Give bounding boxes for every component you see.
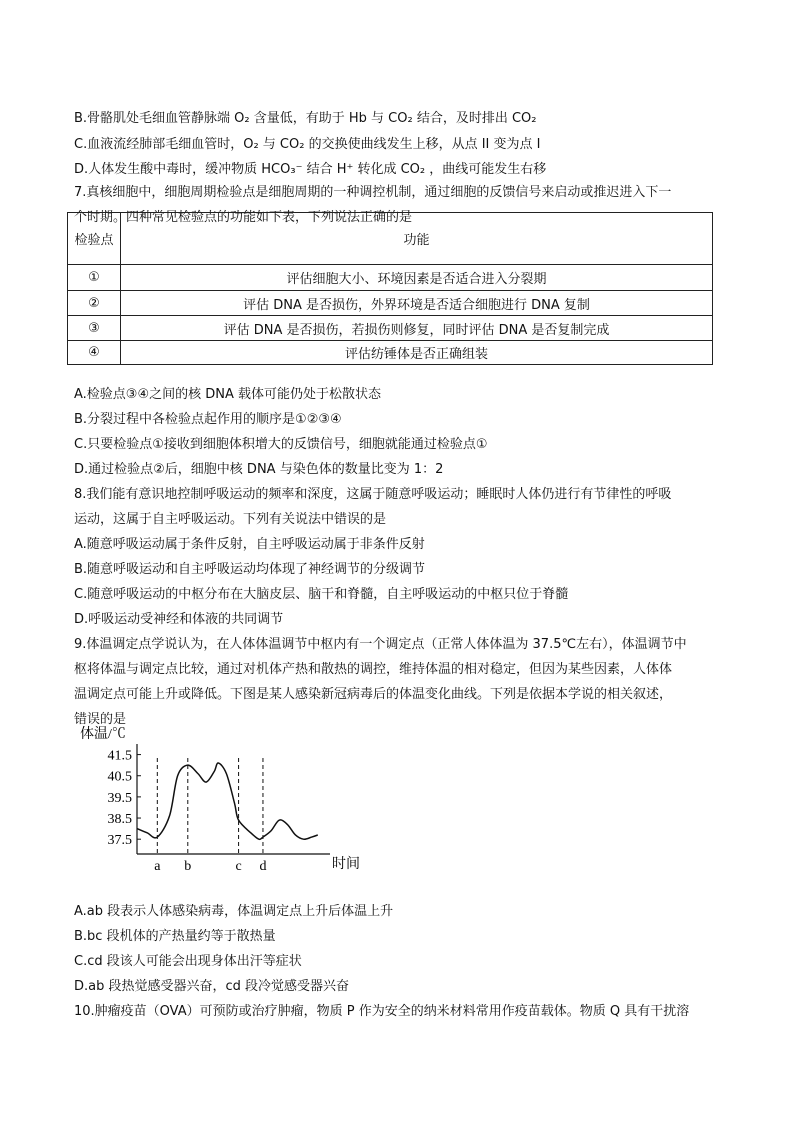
q9-option-b: B.bc 段机体的产热量约等于散热量 bbox=[74, 929, 276, 944]
table-row bbox=[68, 316, 713, 341]
q7-option-b: B.分裂过程中各检验点起作用的顺序是①②③④ bbox=[74, 412, 342, 427]
temperature-curve bbox=[137, 763, 318, 839]
x-mark-label: d bbox=[259, 859, 267, 874]
q7-option-a: A.检验点③④之间的核 DNA 载体可能仍处于松散状态 bbox=[74, 387, 381, 402]
row-function: 评估细胞大小、环境因素是否适合进入分裂期 bbox=[121, 265, 713, 291]
q8-stem-1: 8.我们能有意识地控制呼吸运动的频率和深度，这属于随意呼吸运动；睡眠时人体仍进行有节律性的呼吸 bbox=[74, 487, 672, 502]
q8-option-a: A.随意呼吸运动属于条件反射，自主呼吸运动属于非条件反射 bbox=[74, 537, 425, 552]
row-label: ② bbox=[68, 291, 121, 316]
row-label: ④ bbox=[68, 341, 121, 365]
q7-stem-1: 7.真核细胞中，细胞周期检验点是细胞周期的一种调控机制，通过细胞的反馈信号来启动或推迟进入下一 bbox=[74, 185, 672, 200]
line-d: D.人体发生酸中毒时，缓冲物质 HCO₃⁻ 结合 H⁺ 转化成 CO₂ ，曲线可能发生右移 bbox=[74, 162, 547, 177]
row-label: ③ bbox=[68, 316, 121, 341]
q9-option-c: C.cd 段该人可能会出现身体出汗等症状 bbox=[74, 954, 302, 969]
x-mark-label: b bbox=[184, 859, 192, 874]
line-b: B.骨骼肌处毛细血管静脉端 O₂ 含量低，有助于 Hb 与 CO₂ 结合，及时排出 CO₂ bbox=[74, 111, 537, 126]
x-marks bbox=[154, 758, 266, 874]
line-c: C.血液流经肺部毛细血管时，O₂ 与 CO₂ 的交换使曲线发生上移，从点 II 变为点 I bbox=[74, 137, 541, 152]
q8-option-b: B.随意呼吸运动和自主呼吸运动均体现了神经调节的分级调节 bbox=[74, 562, 426, 577]
q9-option-d: D.ab 段热觉感受器兴奋，cd 段冷觉感受器兴奋 bbox=[74, 979, 350, 994]
row-function: 评估 DNA 是否损伤，外界环境是否适合细胞进行 DNA 复制 bbox=[121, 291, 713, 316]
table-row bbox=[68, 265, 713, 291]
q8-stem-2: 运动，这属于自主呼吸运动。下列有关说法中错误的是 bbox=[74, 512, 387, 527]
row-function: 评估 DNA 是否损伤，若损伤则修复，同时评估 DNA 是否复制完成 bbox=[121, 316, 713, 341]
q9-stem-1: 9.体温调定点学说认为，在人体体温调节中枢内有一个调定点（正常人体体温为 37.5℃左右），体温调节中 bbox=[74, 637, 687, 652]
q7-option-d: D.通过检验点②后，细胞中核 DNA 与染色体的数量比变为 1：2 bbox=[74, 462, 444, 477]
q7-stem-2: 个时期。四种常见检验点的功能如下表，下列说法正确的是 bbox=[74, 210, 413, 225]
temperature-chart bbox=[80, 722, 380, 882]
q8-option-d: D.呼吸运动受神经和体液的共同调节 bbox=[74, 612, 284, 627]
table-row bbox=[68, 291, 713, 316]
checkpoint-table bbox=[67, 212, 713, 365]
header-function: 功能 bbox=[121, 213, 713, 265]
x-axis-label: 时间 bbox=[332, 857, 360, 872]
y-tick-label: 40.5 bbox=[107, 769, 132, 785]
row-function: 评估纺锤体是否正确组装 bbox=[121, 341, 713, 365]
q9-stem-3: 温调定点可能上升或降低。下图是某人感染新冠病毒后的体温变化曲线。下列是依据本学说的相关叙述， bbox=[74, 687, 673, 702]
q7-option-c: C.只要检验点①接收到细胞体积增大的反馈信号，细胞就能通过检验点① bbox=[74, 437, 488, 452]
q10-stem: 10.肿瘤疫苗（OVA）可预防或治疗肿瘤，物质 P 作为安全的纳米材料常用作疫苗载体。物质 Q 具有干扰溶 bbox=[74, 1004, 690, 1019]
row-label: ① bbox=[68, 265, 121, 291]
q9-option-a: A.ab 段表示人体感染病毒，体温调定点上升后体温上升 bbox=[74, 904, 394, 919]
y-tick-label: 41.5 bbox=[107, 748, 132, 764]
q9-stem-2: 枢将体温与调定点比较，通过对机体产热和散热的调控，维持体温的相对稳定，但因为某些因素，人体体 bbox=[74, 662, 673, 677]
y-tick-label: 39.5 bbox=[107, 790, 132, 806]
y-axis-label: 体温/℃ bbox=[80, 727, 126, 742]
table-row bbox=[68, 341, 713, 365]
table-header-row bbox=[68, 213, 713, 265]
y-tick-label: 38.5 bbox=[107, 812, 132, 828]
x-mark-label: c bbox=[235, 859, 242, 874]
x-mark-label: a bbox=[154, 859, 161, 874]
y-ticks bbox=[108, 749, 142, 849]
q9-stem-4: 错误的是 bbox=[74, 712, 127, 727]
header-checkpoint: 检验点 bbox=[68, 213, 121, 265]
q8-option-c: C.随意呼吸运动的中枢分布在大脑皮层、脑干和脊髓，自主呼吸运动的中枢只位于脊髓 bbox=[74, 587, 569, 602]
y-tick-label: 37.5 bbox=[107, 833, 132, 849]
